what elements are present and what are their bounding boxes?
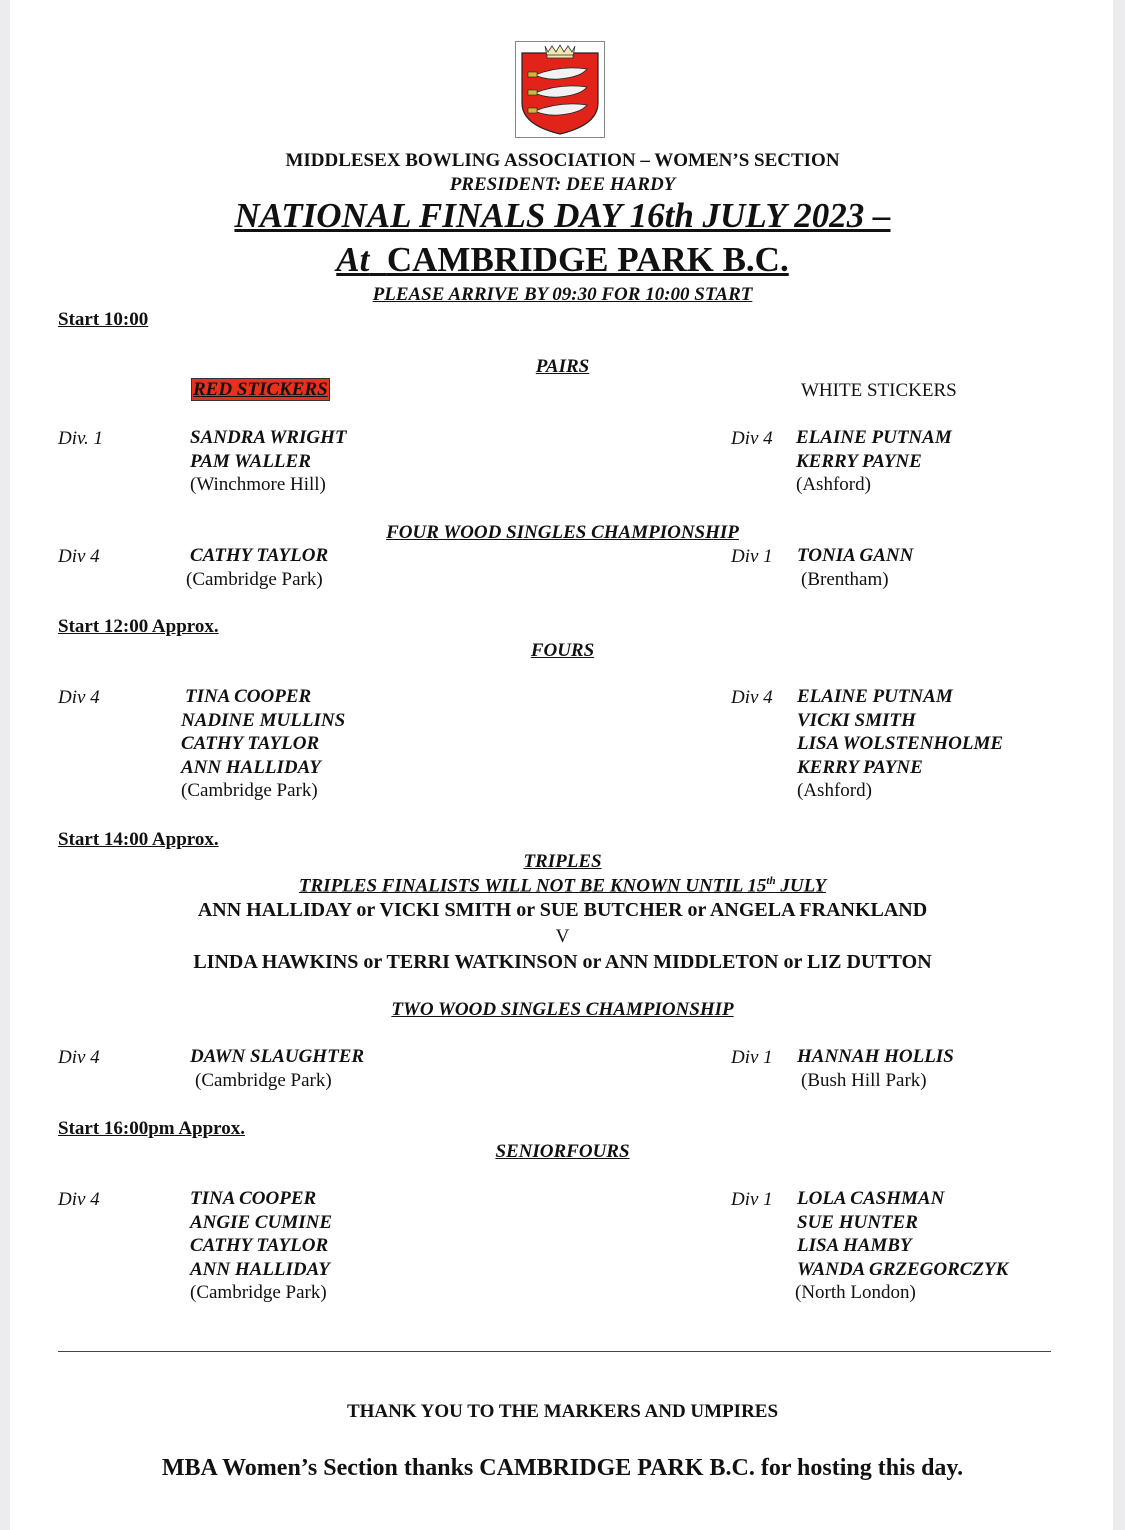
start-time-2: Start 12:00 Approx.: [58, 616, 219, 637]
player-name: NADINE MULLINS: [181, 709, 346, 731]
player-name: SUE HUNTER: [797, 1211, 918, 1233]
player-name: WANDA GRZEGORCZYK: [797, 1258, 1009, 1280]
pairs-right-division: Div 4: [731, 428, 773, 449]
fours-right-team: [797, 685, 1003, 803]
club-name: (Ashford): [797, 780, 872, 801]
four-wood-right-division: Div 1: [731, 546, 773, 567]
four-wood-right-player: [797, 544, 913, 591]
player-name: CATHY TAYLOR: [190, 1235, 329, 1256]
player-name: ELAINE PUTNAM: [796, 427, 952, 448]
four-wood-left-division: Div 4: [58, 546, 100, 567]
player-name: PAM WALLER: [190, 450, 311, 472]
divider-line: [58, 1351, 1051, 1352]
arrival-notice: PLEASE ARRIVE BY 09:30 FOR 10:00 START: [372, 284, 753, 305]
triples-versus: V: [555, 926, 570, 947]
club-name: (Winchmore Hill): [190, 474, 326, 495]
fours-heading: FOURS: [530, 640, 595, 661]
club-name: (Brentham): [801, 568, 889, 590]
triples-note: TRIPLES FINALISTS WILL NOT BE KNOWN UNTIL 15th JULY: [298, 875, 827, 897]
two-wood-right-division: Div 1: [731, 1047, 773, 1068]
player-name: ANN HALLIDAY: [181, 756, 321, 778]
pairs-right-team: [796, 426, 952, 497]
pairs-left-team: [190, 426, 346, 497]
player-name: TINA COOPER: [185, 686, 312, 707]
triples-team-1: ANN HALLIDAY or VICKI SMITH or SUE BUTCHER or ANGELA FRANKLAND: [197, 899, 928, 921]
player-name: ELAINE PUTNAM: [797, 686, 953, 707]
president-line: PRESIDENT: DEE HARDY: [449, 174, 676, 195]
player-name: VICKI SMITH: [797, 709, 916, 731]
club-name: (Cambridge Park): [190, 1282, 327, 1303]
fours-left-division: Div 4: [58, 687, 100, 708]
event-venue-line: [0, 240, 1125, 280]
player-name: HANNAH HOLLIS: [797, 1046, 954, 1067]
player-name: KERRY PAYNE: [797, 756, 923, 778]
two-wood-heading: TWO WOOD SINGLES CHAMPIONSHIP: [391, 999, 734, 1020]
pairs-left-division: Div. 1: [58, 428, 104, 449]
pairs-heading: PAIRS: [535, 356, 590, 377]
player-name: LOLA CASHMAN: [797, 1188, 945, 1209]
red-stickers-label: RED STICKERS: [193, 379, 328, 400]
player-name: KERRY PAYNE: [796, 450, 922, 472]
middlesex-crest-icon: [515, 41, 605, 138]
player-name: TONIA GANN: [797, 545, 914, 566]
two-wood-left-division: Div 4: [58, 1047, 100, 1068]
hosting-thanks: MBA Women’s Section thanks CAMBRIDGE PARK B.C. for hosting this day.: [161, 1455, 964, 1481]
club-name: (Cambridge Park): [195, 1069, 332, 1091]
event-title: NATIONAL FINALS DAY 16th JULY 2023 –: [234, 196, 891, 235]
venue-prefix: At: [336, 240, 370, 279]
triples-team-2: LINDA HAWKINS or TERRI WATKINSON or ANN MIDDLETON or LIZ DUTTON: [193, 951, 932, 973]
two-wood-left-player: [190, 1045, 364, 1092]
player-name: CATHY TAYLOR: [190, 545, 329, 566]
venue-name: CAMBRIDGE PARK B.C.: [386, 240, 789, 279]
start-time-1: Start 10:00: [58, 309, 149, 330]
senior-fours-right-team: [797, 1187, 1008, 1305]
player-name: ANGIE CUMINE: [190, 1211, 333, 1233]
triples-heading: TRIPLES: [523, 851, 602, 872]
player-name: SANDRA WRIGHT: [190, 427, 347, 448]
senior-fours-heading: SENIORFOURS: [495, 1141, 630, 1162]
white-stickers-label: WHITE STICKERS: [801, 380, 957, 401]
organisation-name: MIDDLESEX BOWLING ASSOCIATION – WOMEN’S SECTION: [285, 150, 840, 171]
senior-fours-left-division: Div 4: [58, 1189, 100, 1210]
two-wood-right-player: [797, 1045, 954, 1092]
four-wood-left-player: [186, 544, 329, 591]
player-name: LISA WOLSTENHOLME: [797, 733, 1004, 754]
player-name: LISA HAMBY: [797, 1235, 912, 1256]
player-name: TINA COOPER: [190, 1188, 317, 1209]
senior-fours-right-division: Div 1: [731, 1189, 773, 1210]
start-time-3: Start 14:00 Approx.: [58, 829, 219, 850]
fours-right-division: Div 4: [731, 687, 773, 708]
club-name: (Cambridge Park): [186, 568, 323, 590]
four-wood-heading: FOUR WOOD SINGLES CHAMPIONSHIP: [386, 522, 739, 543]
fours-left-team: [181, 685, 346, 803]
club-name: (Cambridge Park): [181, 780, 318, 801]
start-time-4: Start 16:00pm Approx.: [58, 1118, 246, 1139]
senior-fours-left-team: [190, 1187, 332, 1305]
club-name: (North London): [795, 1282, 916, 1303]
thanks-markers: THANK YOU TO THE MARKERS AND UMPIRES: [346, 1401, 779, 1422]
player-name: ANN HALLIDAY: [190, 1258, 330, 1280]
player-name: CATHY TAYLOR: [181, 733, 320, 754]
player-name: DAWN SLAUGHTER: [190, 1046, 365, 1067]
club-name: (Ashford): [796, 474, 871, 495]
club-name: (Bush Hill Park): [801, 1069, 927, 1091]
